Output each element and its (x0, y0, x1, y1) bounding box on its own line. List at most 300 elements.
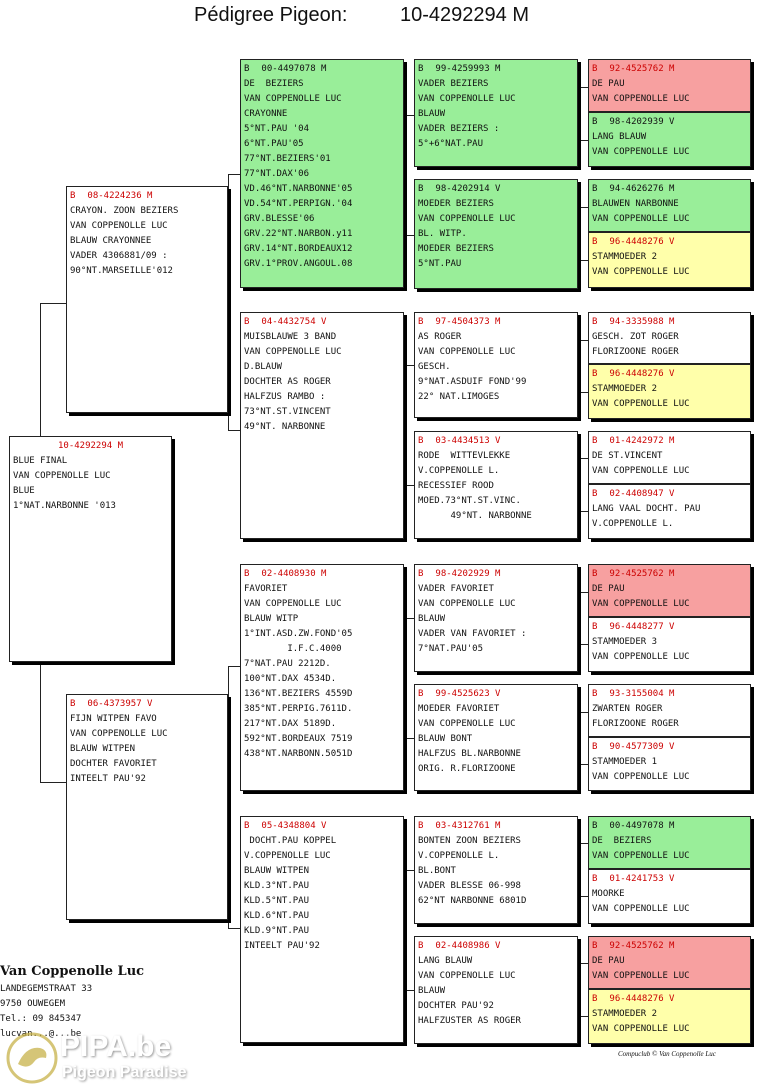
pigeon-info-line: DE BEZIERS (592, 836, 652, 846)
owner-city: 9750 OUWEGEM (0, 999, 66, 1009)
pigeon-ring-number: 98-4202939 V (609, 117, 675, 127)
pigeon-card-subject[interactable] (9, 436, 172, 662)
pigeon-ring-number: 02-4408930 M (261, 569, 327, 579)
pigeon-info-line: 49°NT. NARBONNE (244, 422, 326, 432)
connector-line (578, 392, 588, 393)
pigeon-info-line: BL. WITP. (418, 229, 467, 239)
pigeon-ring-number: 10-4292294 M (57, 441, 124, 451)
pigeon-info-line: STAMMOEDER 2 (592, 252, 658, 262)
connector-line (578, 87, 588, 88)
pigeon-info-line: VAN COPPENOLLE LUC (418, 94, 516, 104)
pigeon-info-line: VADER 4306881/09 : (70, 251, 168, 261)
pigeon-header (592, 992, 747, 1007)
pigeon-info-line: MOORKE (592, 889, 625, 899)
pigeon-info-line: MUISBLAUWE 3 BAND (244, 332, 337, 342)
pigeon-sex-code: B (418, 941, 424, 951)
pigeon-sex-code: B (244, 569, 250, 579)
pigeon-header (592, 872, 747, 887)
pigeon-ring-number: 92-4525762 M (609, 941, 675, 951)
pigeon-info-line: VADER BEZIERS : (418, 124, 500, 134)
pigeon-sex-code: B (592, 994, 598, 1004)
connector-line (578, 1016, 588, 1017)
connector-line (40, 303, 41, 438)
pigeon-header (244, 62, 400, 77)
pigeon-sex-code: B (592, 742, 598, 752)
pigeon-sex-code: B (70, 191, 76, 201)
pigeon-header (592, 434, 747, 449)
title-ring: 10-4292294 M (400, 4, 529, 26)
pigeon-header (592, 939, 747, 954)
pigeon-info-line: VADER VAN FAVORIET : (418, 629, 527, 639)
pigeon-info-line: VAN COPPENOLLE LUC (418, 347, 516, 357)
pigeon-info-line: VAN COPPENOLLE LUC (418, 719, 516, 729)
footer-credit: Compuclub © Van Coppenolle Luc (618, 1050, 716, 1058)
pigeon-sex-code: B (418, 821, 424, 831)
pigeon-info-line: MOEDER BEZIERS (418, 199, 494, 209)
pigeon-card-ggg-16[interactable] (588, 989, 751, 1044)
pigeon-info-line: VAN COPPENOLLE LUC (592, 94, 690, 104)
pigeon-card-gg-1[interactable] (414, 59, 578, 167)
pigeon-info-line: MOEDER BEZIERS (418, 244, 494, 254)
pigeon-info-line: FLORIZOONE ROGER (592, 719, 679, 729)
pigeon-ring-number: 90-4577309 V (609, 742, 675, 752)
pigeon-ring-number: 08-4224236 M (87, 191, 153, 201)
pigeon-header (592, 819, 747, 834)
pigeon-info-line: MOEDER FAVORIET (418, 704, 500, 714)
pigeon-info-line: CRAYON. ZOON BEZIERS (70, 206, 179, 216)
pigeon-sex-code: B (244, 821, 250, 831)
pigeon-card-dam-dam[interactable] (240, 816, 404, 1043)
pigeon-info-line: 49°NT. NARBONNE (418, 511, 532, 521)
pigeon-info-line: VAN COPPENOLLE LUC (592, 904, 690, 914)
pigeon-info-line: 1°INT.ASD.ZW.FOND'05 (244, 629, 353, 639)
pigeon-card-ggg-13[interactable] (588, 816, 751, 869)
pigeon-card-gg-6[interactable] (414, 684, 578, 791)
pigeon-info-line: VAN COPPENOLLE LUC (592, 599, 690, 609)
pigeon-info-line: DE PAU (592, 584, 625, 594)
pigeon-ring-number: 06-4373957 V (87, 699, 153, 709)
pigeon-ring-number: 92-4525762 M (609, 569, 675, 579)
pigeon-card-ggg-2[interactable] (588, 112, 751, 167)
pigeon-info-line: DOCHTER AS ROGER (244, 377, 331, 387)
pigeon-header (244, 315, 400, 330)
connector-line (404, 115, 405, 235)
connector-line (578, 843, 588, 844)
connector-line (228, 666, 229, 928)
pigeon-info-line: VAN COPPENOLLE LUC (70, 729, 168, 739)
pigeon-info-line: HALFZUS BL.NARBONNE (418, 749, 521, 759)
pigeon-info-line: LANG BLAUW (418, 956, 473, 966)
connector-line (404, 870, 414, 871)
pigeon-ring-number: 94-4626276 M (609, 184, 675, 194)
pigeon-sex-code: B (592, 369, 598, 379)
pigeon-info-line: 7°NAT.PAU'05 (418, 644, 484, 654)
pigeon-info-line: VAN COPPENOLLE LUC (70, 221, 168, 231)
pigeon-sex-code: B (592, 622, 598, 632)
pigeon-info-line: GRV.1°PROV.ANGOUL.08 (244, 259, 353, 269)
connector-line (404, 365, 414, 366)
pigeon-info-line: V.COPPENOLLE LUC (244, 851, 331, 861)
connector-line (578, 712, 588, 713)
pigeon-info-line: CRAYONNE (244, 109, 288, 119)
pigeon-info-line: VADER BEZIERS (418, 79, 489, 89)
connector-line (578, 896, 588, 897)
pigeon-ring-number: 99-4259993 M (435, 64, 501, 74)
pigeon-ring-number: 98-4202929 M (435, 569, 501, 579)
pigeon-card-ggg-14[interactable] (588, 869, 751, 924)
pigeon-info-line: VAN COPPENOLLE LUC (592, 214, 690, 224)
connector-line (578, 207, 588, 208)
pigeon-info-line: BLAUW CRAYONNEE (70, 236, 152, 246)
pigeon-card-ggg-4[interactable] (588, 232, 751, 288)
connector-line (228, 174, 229, 430)
pigeon-header (592, 315, 747, 330)
pigeon-header (418, 434, 574, 449)
pigeon-ring-number: 97-4504373 M (435, 317, 501, 327)
pigeon-info-line: DOCHTER PAU'92 (418, 1001, 494, 1011)
pigeon-card-ggg-11[interactable] (588, 684, 751, 737)
pigeon-info-line: BLAUWEN NARBONNE (592, 199, 679, 209)
pigeon-card-ggg-3[interactable] (588, 179, 751, 232)
pigeon-info-line: DE PAU (592, 79, 625, 89)
pigeon-info-line: VAN COPPENOLLE LUC (13, 471, 111, 481)
pigeon-ring-number: 01-4241753 V (609, 874, 675, 884)
pigeon-header (418, 567, 574, 582)
connector-line (578, 140, 588, 141)
pigeon-header (592, 687, 747, 702)
pigeon-ring-number: 02-4408947 V (609, 489, 675, 499)
pigeon-card-sire-sire[interactable] (240, 59, 404, 288)
pigeon-info-line: STAMMOEDER 1 (592, 757, 658, 767)
pigeon-info-line: VAN COPPENOLLE LUC (418, 599, 516, 609)
pigeon-ring-number: 03-4312761 M (435, 821, 501, 831)
pigeon-info-line: VADER BLESSE 06-998 (418, 881, 521, 891)
connector-line (404, 485, 414, 486)
pigeon-card-ggg-10[interactable] (588, 617, 751, 672)
pigeon-info-line: 1°NAT.NARBONNE '013 (13, 501, 116, 511)
pigeon-info-line: BLAUW (418, 109, 446, 119)
pigeon-ring-number: 02-4408986 V (435, 941, 501, 951)
connector-line (404, 738, 414, 739)
pigeon-card-gg-7[interactable] (414, 816, 578, 924)
connector-line (578, 340, 588, 341)
pigeon-ring-number: 03-4434513 V (435, 436, 501, 446)
watermark-text: PIPA.be (60, 1030, 172, 1063)
pigeon-card-sire-dam[interactable] (240, 312, 404, 539)
pigeon-info-line: LANG BLAUW (592, 132, 647, 142)
pigeon-header (418, 62, 574, 77)
pigeon-info-line: INTEELT PAU'92 (244, 941, 320, 951)
pigeon-info-line: KLD.6°NT.PAU (244, 911, 310, 921)
pigeon-sex-code: B (592, 117, 598, 127)
pigeon-header (418, 182, 574, 197)
pigeon-ring-number: 96-4448277 V (609, 622, 675, 632)
connector-line (40, 303, 66, 304)
pigeon-info-line: BLUE (13, 486, 35, 496)
pigeon-card-ggg-15[interactable] (588, 936, 751, 989)
pigeon-info-line: ZWARTEN ROGER (592, 704, 663, 714)
connector-line (40, 782, 66, 783)
connector-line (578, 260, 588, 261)
pigeon-info-line: I.F.C.4000 (244, 644, 342, 654)
pigeon-info-line: STAMMOEDER 3 (592, 637, 658, 647)
pigeon-header (592, 182, 747, 197)
pigeon-sex-code: B (592, 237, 598, 247)
pigeon-info-line: FLORIZOONE ROGER (592, 347, 679, 357)
pigeon-sex-code: B (418, 436, 424, 446)
pigeon-sex-code: B (592, 489, 598, 499)
pigeon-header (592, 235, 747, 250)
pigeon-ring-number: 04-4432754 V (261, 317, 327, 327)
pigeon-sex-code: B (418, 689, 424, 699)
pigeon-info-line: VADER FAVORIET (418, 584, 494, 594)
connector-line (404, 618, 414, 619)
pigeon-card-gg-5[interactable] (414, 564, 578, 672)
pigeon-header (418, 315, 574, 330)
pigeon-info-line: GRV.22°NT.NARBON.y11 (244, 229, 353, 239)
pigeon-info-line: 73°NT.ST.VINCENT (244, 407, 331, 417)
pigeon-info-line: BLAUW WITP (244, 614, 299, 624)
pigeon-ring-number: 00-4497078 M (609, 821, 675, 831)
pigeon-info-line: VAN COPPENOLLE LUC (592, 851, 690, 861)
pigeon-info-line: 100°NT.DAX 4534D. (244, 674, 337, 684)
pigeon-info-line: VD.46°NT.NARBONNE'05 (244, 184, 353, 194)
connector-line (578, 644, 588, 645)
pigeon-card-sire[interactable] (66, 186, 228, 413)
pigeon-info-line: BLAUW (418, 986, 446, 996)
page-title (0, 4, 760, 30)
pigeon-info-line: 217°NT.DAX 5189D. (244, 719, 337, 729)
pigeon-card-ggg-9[interactable] (588, 564, 751, 617)
pigeon-info-line: 77°NT.BEZIERS'01 (244, 154, 331, 164)
owner-tel: Tel.: 09 845347 (0, 1014, 82, 1024)
pigeon-header (13, 439, 168, 454)
pigeon-info-line: 5°NT.PAU '04 (244, 124, 310, 134)
pigeon-info-line: GESCH. (418, 362, 451, 372)
pigeon-info-line: BONTEN ZOON BEZIERS (418, 836, 521, 846)
connector-line (578, 511, 588, 512)
pigeon-info-line: 90°NT.MARSEILLE'012 (70, 266, 173, 276)
pigeon-sex-code: B (592, 821, 598, 831)
pigeon-header (592, 62, 747, 77)
pigeon-ring-number: 99-4525623 V (435, 689, 501, 699)
pigeon-info-line: VAN COPPENOLLE LUC (592, 267, 690, 277)
pigeon-sex-code: B (592, 436, 598, 446)
pigeon-sex-code: B (592, 941, 598, 951)
pigeon-info-line: VAN COPPENOLLE LUC (592, 772, 690, 782)
pigeon-ring-number: 94-3335988 M (609, 317, 675, 327)
pigeon-header (592, 620, 747, 635)
pigeon-sex-code: B (592, 317, 598, 327)
pigeon-sex-code: B (592, 64, 598, 74)
pigeon-card-ggg-12[interactable] (588, 737, 751, 791)
pigeon-info-line: VAN COPPENOLLE LUC (418, 971, 516, 981)
pigeon-info-line: GRV.BLESSE'06 (244, 214, 315, 224)
pigeon-sex-code: B (244, 317, 250, 327)
pigeon-info-line: BLAUW BONT (418, 734, 473, 744)
pigeon-info-line: VAN COPPENOLLE LUC (592, 1024, 690, 1034)
pigeon-info-line: VAN COPPENOLLE LUC (592, 971, 690, 981)
connector-line (578, 592, 588, 593)
pigeon-info-line: VAN COPPENOLLE LUC (418, 214, 516, 224)
pigeon-info-line: V.COPPENOLLE L. (418, 851, 500, 861)
pigeon-info-line: KLD.3°NT.PAU (244, 881, 310, 891)
pigeon-info-line: FAVORIET (244, 584, 288, 594)
title-label: Pédigree Pigeon: (194, 4, 348, 26)
pigeon-sex-code: B (592, 184, 598, 194)
pigeon-header (592, 567, 747, 582)
pigeon-info-line: ORIG. R.FLORIZOONE (418, 764, 516, 774)
pigeon-info-line: DE PAU (592, 956, 625, 966)
pigeon-card-gg-2[interactable] (414, 179, 578, 289)
pigeon-info-line: VAN COPPENOLLE LUC (244, 347, 342, 357)
pigeon-header (70, 697, 224, 712)
pigeon-sex-code: B (592, 874, 598, 884)
pigeon-info-line: 385°NT.PERPIG.7611D. (244, 704, 353, 714)
pigeon-info-line: INTEELT PAU'92 (70, 774, 146, 784)
connector-line (228, 174, 240, 175)
pigeon-card-ggg-6[interactable] (588, 364, 751, 419)
pigeon-logo-icon (6, 1032, 58, 1084)
connector-line (404, 235, 414, 236)
pigeon-info-line: GESCH. ZOT ROGER (592, 332, 679, 342)
pigeon-header (418, 819, 574, 834)
connector-line (404, 990, 414, 991)
pigeon-sex-code: B (418, 317, 424, 327)
pigeon-card-gg-4[interactable] (414, 431, 578, 539)
connector-line (578, 458, 588, 459)
watermark-subtext: Pigeon Paradise (62, 1064, 187, 1081)
pigeon-info-line: 136°NT.BEZIERS 4559D (244, 689, 353, 699)
connector-line (40, 662, 41, 782)
pigeon-info-line: BL.BONT (418, 866, 456, 876)
pipa-watermark (0, 1026, 220, 1086)
pigeon-sex-code: B (418, 64, 424, 74)
pigeon-header (592, 487, 747, 502)
pigeon-info-line: LANG VAAL DOCHT. PAU (592, 504, 701, 514)
connector-line (404, 870, 405, 990)
pigeon-info-line: STAMMOEDER 2 (592, 384, 658, 394)
pigeon-info-line: VAN COPPENOLLE LUC (592, 466, 690, 476)
pigeon-info-line: 22° NAT.LIMOGES (418, 392, 500, 402)
pigeon-ring-number: 96-4448276 V (609, 237, 675, 247)
pigeon-ring-number: 98-4202914 V (435, 184, 501, 194)
pigeon-card-gg-3[interactable] (414, 312, 578, 418)
connector-line (228, 430, 240, 431)
pigeon-sex-code: B (418, 184, 424, 194)
pigeon-ring-number: 92-4525762 M (609, 64, 675, 74)
pigeon-ring-number: 93-3155004 M (609, 689, 675, 699)
pigeon-info-line: VAN COPPENOLLE LUC (244, 94, 342, 104)
pigeon-info-line: GRV.14°NT.BORDEAUX12 (244, 244, 353, 254)
pigeon-card-ggg-7[interactable] (588, 431, 751, 484)
pigeon-header (244, 819, 400, 834)
pigeon-info-line: DE ST.VINCENT (592, 451, 663, 461)
pigeon-sex-code: B (70, 699, 76, 709)
pigeon-header (244, 567, 400, 582)
pigeon-info-line: MOED.73°NT.ST.VINC. (418, 496, 521, 506)
pigeon-info-line: D.BLAUW (244, 362, 282, 372)
pigeon-ring-number: 01-4242972 M (609, 436, 675, 446)
pigeon-info-line: AS ROGER (418, 332, 462, 342)
pigeon-card-ggg-8[interactable] (588, 484, 751, 539)
pigeon-info-line: HALFZUSTER AS ROGER (418, 1016, 521, 1026)
pigeon-sex-code: B (592, 569, 598, 579)
pigeon-header (592, 740, 747, 755)
pigeon-sex-code: B (244, 64, 250, 74)
pigeon-ring-number: 05-4348804 V (261, 821, 327, 831)
pigeon-info-line: 5°+6°NAT.PAU (418, 139, 484, 149)
pigeon-sex-code: B (592, 689, 598, 699)
pigeon-info-line: V.COPPENOLLE L. (592, 519, 674, 529)
pigeon-card-dam[interactable] (66, 694, 228, 920)
pigeon-info-line: DE BEZIERS (244, 79, 304, 89)
connector-line (228, 666, 240, 667)
pigeon-header (418, 939, 574, 954)
pigeon-info-line: 77°NT.DAX'06 (244, 169, 310, 179)
owner-email: lucvan...@...be (0, 1029, 82, 1039)
pigeon-info-line: VAN COPPENOLLE LUC (592, 652, 690, 662)
pigeon-info-line: VAN COPPENOLLE LUC (592, 399, 690, 409)
owner-street: LANDEGEMSTRAAT 33 (0, 984, 93, 994)
pigeon-info-line: DOCHTER FAVORIET (70, 759, 157, 769)
pigeon-info-line: VAN COPPENOLLE LUC (592, 147, 690, 157)
pigeon-info-line: BLAUW WITPEN (70, 744, 136, 754)
connector-line (404, 618, 405, 738)
pigeon-ring-number: 00-4497078 M (261, 64, 327, 74)
pigeon-info-line: VAN COPPENOLLE LUC (244, 599, 342, 609)
pigeon-info-line: KLD.9°NT.PAU (244, 926, 310, 936)
pigeon-header (418, 687, 574, 702)
connector-line (578, 963, 588, 964)
pigeon-card-gg-8[interactable] (414, 936, 578, 1044)
pigeon-info-line: V.COPPENOLLE L. (418, 466, 500, 476)
pigeon-sex-code: B (418, 569, 424, 579)
connector-line (578, 764, 588, 765)
pigeon-info-line: HALFZUS RAMBO : (244, 392, 326, 402)
connector-line (404, 365, 405, 485)
connector-line (404, 115, 414, 116)
pigeon-info-line: 7°NAT.PAU 2212D. (244, 659, 331, 669)
pigeon-card-ggg-1[interactable] (588, 59, 751, 112)
pigeon-header (592, 367, 747, 382)
pigeon-info-line: KLD.5°NT.PAU (244, 896, 310, 906)
pigeon-info-line: 438°NT.NARBONN.5051D (244, 749, 353, 759)
pigeon-info-line: 5°NT.PAU (418, 259, 462, 269)
pigeon-info-line: 592°NT.BORDEAUX 7519 (244, 734, 353, 744)
pigeon-info-line: RECESSIEF ROOD (418, 481, 494, 491)
pigeon-ring-number: 96-4448276 V (609, 369, 675, 379)
pigeon-info-line: BLAUW (418, 614, 446, 624)
owner-name: Van Coppenolle Luc (0, 964, 145, 979)
pigeon-info-line: 9°NAT.ASDUIF FOND'99 (418, 377, 527, 387)
pigeon-header (70, 189, 224, 204)
pigeon-header (592, 115, 747, 130)
pigeon-info-line: RODE WITTEVLEKKE (418, 451, 511, 461)
pigeon-info-line: BLUE FINAL (13, 456, 68, 466)
pigeon-info-line: STAMMOEDER 2 (592, 1009, 658, 1019)
pigeon-info-line: FIJN WITPEN FAVO (70, 714, 157, 724)
pigeon-info-line: VD.54°NT.PERPIGN.'04 (244, 199, 353, 209)
pigeon-card-dam-sire[interactable] (240, 564, 404, 791)
connector-line (228, 928, 240, 929)
pigeon-info-line: 62°NT NARBONNE 6801D (418, 896, 527, 906)
pigeon-info-line: BLAUW WITPEN (244, 866, 310, 876)
pigeon-info-line: 6°NT.PAU'05 (244, 139, 304, 149)
pigeon-ring-number: 96-4448276 V (609, 994, 675, 1004)
pigeon-card-ggg-5[interactable] (588, 312, 751, 364)
pigeon-info-line: DOCHT.PAU KOPPEL (244, 836, 337, 846)
